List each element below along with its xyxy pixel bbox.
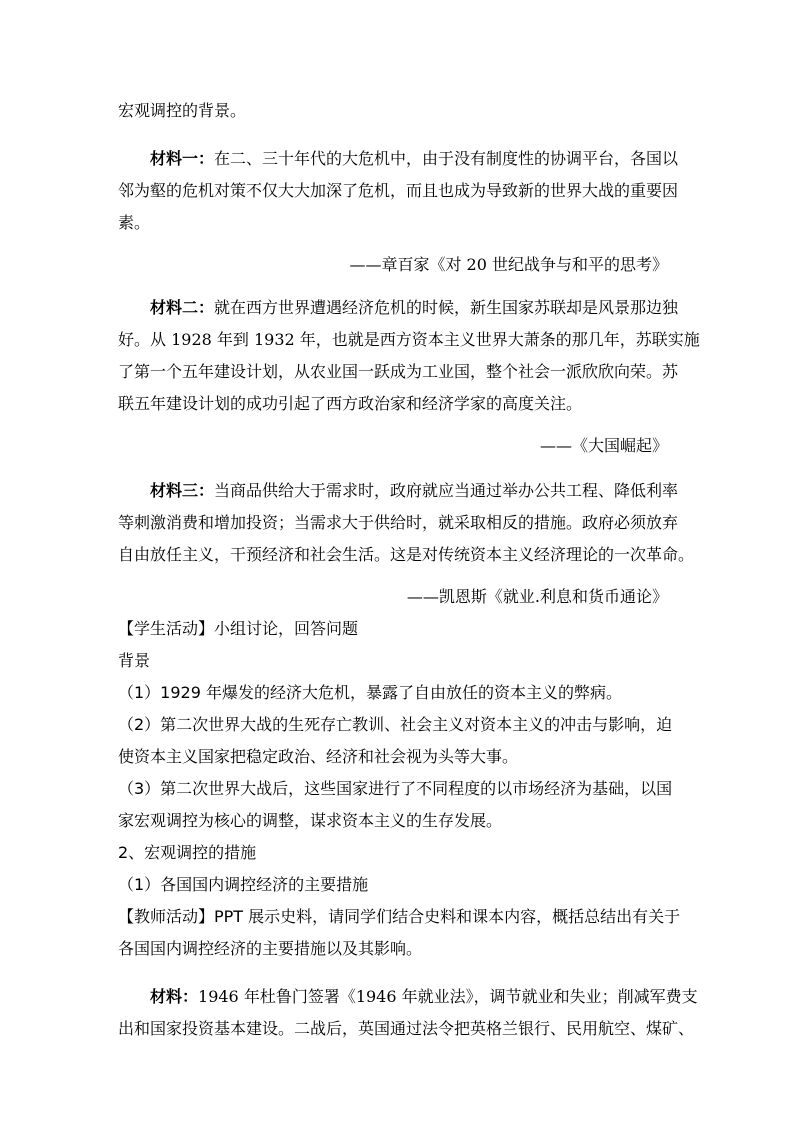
material-1-line-1 xyxy=(150,149,678,169)
student-activity-heading: 【学生活动】小组讨论，回答问题 xyxy=(118,619,359,638)
material-2-line-4: 联五年建设计划的成功引起了西方政治家和经济学家的高度关注。 xyxy=(118,394,583,413)
background-point-3-line-1: （3）第二次世界大战后，这些国家进行了不同程度的以市场经济为基础，以国 xyxy=(118,779,673,798)
teacher-activity-line-2: 各国国内调控经济的主要措施以及其影响。 xyxy=(118,939,423,958)
material-4-line-1 xyxy=(150,987,698,1007)
material-3-line-2: 等刺激消费和增加投资；当需求大于供给时，就采取相反的措施。政府必须放弃 xyxy=(118,513,679,532)
background-point-3-line-2: 家宏观调控为核心的调整，谋求资本主义的生存发展。 xyxy=(118,811,503,830)
material-1-line-2: 邻为壑的危机对策不仅大大加深了危机，而且也成为导致新的世界大战的重要因 xyxy=(118,181,679,200)
material-2-line-2: 好。从 1928 年到 1932 年，也就是西方资本主义世界大萧条的那几年，苏联实施 xyxy=(118,330,700,349)
material-1-label: 材料一： xyxy=(150,149,215,168)
material-2-source: ——《大国崛起》 xyxy=(539,436,668,455)
background-point-2-line-2: 使资本主义国家把稳定政治、经济和社会视为头等大事。 xyxy=(118,747,519,766)
teacher-activity-line-1: 【教师活动】PPT 展示史料，请同学们结合史料和课本内容，概括总结出有关于 xyxy=(118,907,681,926)
material-3-line-3: 自由放任主义，干预经济和社会生活。这是对传统资本主义经济理论的一次革命。 xyxy=(118,545,695,564)
intro-text: 宏观调控的背景。 xyxy=(118,101,247,120)
background-point-2-line-1: （2）第二次世界大战的生死存亡教训、社会主义对资本主义的冲击与影响，迫 xyxy=(118,715,673,734)
material-2-label: 材料二： xyxy=(150,298,215,317)
material-2-line-3: 了第一个五年建设计划，从农业国一跃成为工业国，整个社会一派欣欣向荣。苏 xyxy=(118,362,679,381)
material-3-source: ——凯恩斯《就业.利息和货币通论》 xyxy=(406,587,668,606)
subsection-1-heading: （1）各国国内调控经济的主要措施 xyxy=(118,875,369,894)
material-4-label: 材料： xyxy=(150,987,199,1006)
material-1-line-3: 素。 xyxy=(118,213,151,232)
material-3-line-1 xyxy=(150,481,678,501)
section-2-heading: 2、宏观调控的措施 xyxy=(118,843,257,862)
background-heading: 背景 xyxy=(118,651,151,670)
material-2-text: 就在西方世界遭遇经济危机的时候，新生国家苏联却是风景那边独 xyxy=(214,298,679,317)
background-point-1: （1）1929 年爆发的经济大危机，暴露了自由放任的资本主义的弊病。 xyxy=(118,683,622,702)
material-1-source: ——章百家《对 20 世纪战争与和平的思考》 xyxy=(349,255,668,274)
material-3-text: 当商品供给大于需求时，政府就应当通过举办公共工程、降低利率 xyxy=(214,481,679,500)
material-4-text: 1946 年杜鲁门签署《1946 年就业法》，调节就业和失业；削减军费支 xyxy=(198,987,698,1006)
material-3-label: 材料三： xyxy=(150,481,215,500)
material-4-line-2: 出和国家投资基本建设。二战后，英国通过法令把英格兰银行、民用航空、煤矿、 xyxy=(118,1019,695,1038)
material-1-text: 在二、三十年代的大危机中，由于没有制度性的协调平台，各国以 xyxy=(214,149,679,168)
material-2-line-1 xyxy=(150,298,678,318)
